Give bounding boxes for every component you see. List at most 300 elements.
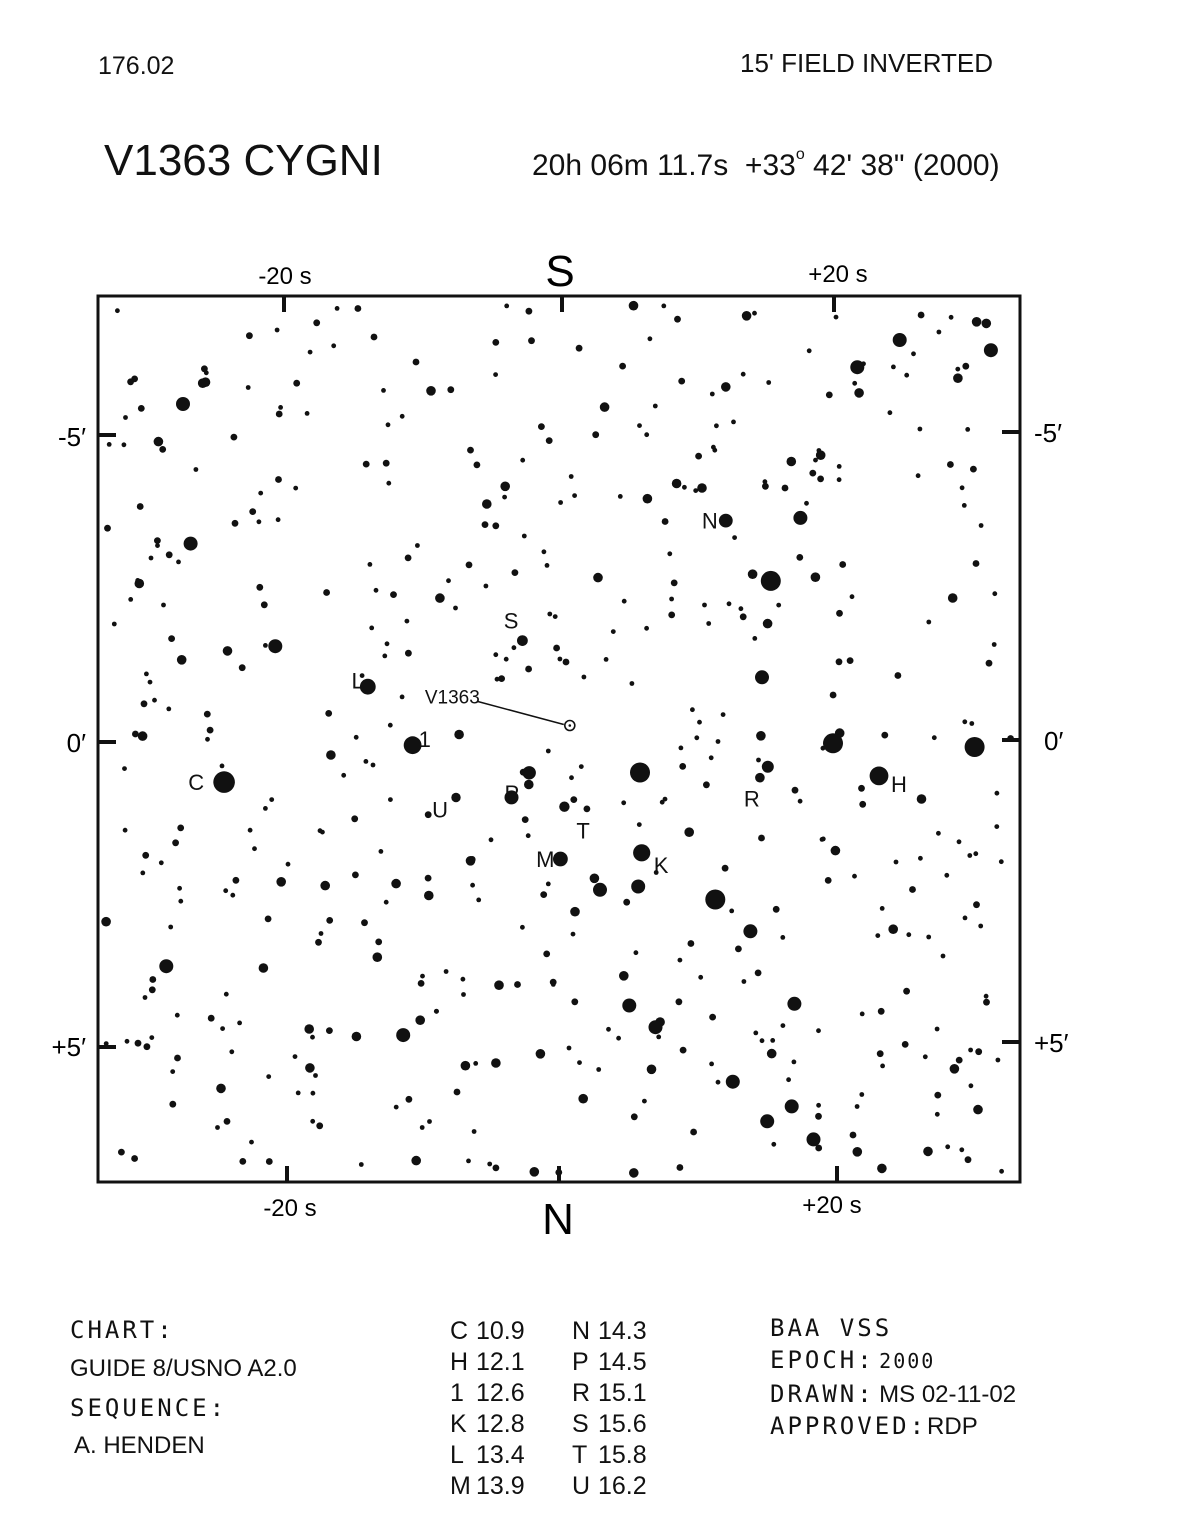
field-star (293, 486, 298, 491)
field-star (571, 932, 576, 937)
field-star (571, 998, 578, 1005)
field-star (520, 925, 525, 930)
comparison-label-S: S (503, 608, 519, 634)
field-star (107, 442, 112, 447)
field-star (304, 1024, 314, 1034)
field-star (785, 1099, 799, 1113)
field-star (619, 363, 626, 370)
field-star (286, 862, 291, 867)
field-star (558, 500, 563, 505)
field-star (878, 1008, 885, 1015)
field-star (623, 899, 630, 906)
field-star (582, 675, 587, 680)
sequence-row (572, 1347, 647, 1378)
field-star (394, 1105, 399, 1110)
field-star (697, 720, 702, 725)
direction-south: S (545, 247, 575, 296)
field-star (960, 485, 965, 490)
field-star (204, 711, 211, 718)
field-star (524, 780, 534, 790)
field-star (770, 1038, 775, 1043)
field-star (578, 1094, 588, 1104)
sequence-letter: R (572, 1379, 591, 1407)
field-star (820, 837, 825, 842)
field-star (631, 880, 645, 894)
field-star (880, 1064, 885, 1069)
field-star (767, 1049, 777, 1059)
chart-label: CHART: (70, 1316, 175, 1344)
field-star (978, 924, 983, 929)
field-star (364, 759, 369, 764)
sequence-letter: U (572, 1472, 591, 1500)
field-star (386, 422, 391, 427)
field-star (634, 950, 639, 955)
chart-frame (98, 296, 1020, 1182)
field-star (469, 856, 476, 863)
field-star (831, 846, 841, 856)
degree-symbol: o (795, 146, 805, 163)
field-star (969, 721, 974, 726)
field-star (553, 645, 560, 652)
field-star (325, 710, 332, 717)
field-star (276, 411, 283, 418)
field-star (630, 763, 650, 783)
field-star (231, 434, 238, 441)
sequence-letter: N (572, 1317, 591, 1345)
field-star (249, 1140, 254, 1145)
field-star (950, 1064, 960, 1074)
field-star (760, 1038, 765, 1043)
field-star (166, 551, 173, 558)
sequence-row (572, 1471, 647, 1502)
target-star-center (569, 724, 572, 727)
field-star (487, 1162, 492, 1167)
field-star (313, 1073, 318, 1078)
field-star (748, 569, 758, 579)
comparison-label-U: U (432, 797, 448, 823)
field-star (176, 560, 181, 565)
field-star (341, 773, 346, 778)
field-star (482, 521, 489, 528)
field-star (369, 626, 374, 631)
field-star (755, 670, 769, 684)
field-star (674, 316, 681, 323)
field-star (246, 385, 251, 390)
field-star (776, 603, 781, 608)
field-star (132, 731, 139, 738)
field-star (201, 365, 208, 372)
field-star (860, 1012, 865, 1017)
sequence-letter: 1 (450, 1379, 464, 1407)
field-star (837, 477, 842, 482)
field-star (811, 572, 821, 582)
field-star (239, 1158, 246, 1165)
comparison-label-T: T (576, 818, 590, 844)
field-star (216, 1084, 226, 1094)
field-star (205, 737, 210, 742)
field-star (850, 1132, 857, 1139)
field-star (792, 1060, 797, 1065)
field-star (975, 1048, 982, 1055)
field-star (104, 525, 111, 532)
field-star (472, 1129, 477, 1134)
sequence-row (450, 1471, 525, 1502)
field-star (969, 1083, 974, 1088)
field-star (368, 562, 373, 567)
field-star (688, 940, 695, 947)
field-stars (101, 301, 1014, 1178)
field-star (542, 549, 547, 554)
sequence-letter: S (572, 1410, 589, 1438)
sequence-row (572, 1440, 647, 1471)
field-star (906, 932, 911, 937)
field-star (411, 1156, 421, 1166)
comparison-label-C: C (188, 770, 205, 796)
field-star (266, 1074, 271, 1079)
field-star (855, 1104, 860, 1109)
left-tick-minus5: -5′ (58, 422, 86, 452)
field-star (742, 311, 752, 321)
field-star (815, 1113, 822, 1120)
right-tick-zero: 0′ (1044, 726, 1064, 756)
field-star (127, 378, 134, 385)
field-star (547, 612, 552, 617)
field-star (972, 317, 982, 327)
field-star (984, 994, 989, 999)
organization: BAA VSS (770, 1314, 893, 1342)
field-star (861, 361, 866, 366)
right-tick-minus5: -5′ (1034, 418, 1062, 448)
field-star (947, 461, 954, 468)
field-star (461, 1061, 471, 1071)
field-star (252, 846, 257, 851)
field-star (926, 935, 931, 940)
field-star (123, 828, 128, 833)
field-star (923, 1054, 928, 1059)
field-star (159, 959, 173, 973)
field-star (233, 877, 240, 884)
field-star (721, 382, 731, 392)
comparison-label-H: H (891, 771, 907, 797)
field-star (454, 730, 464, 740)
field-star (543, 951, 550, 958)
field-star (504, 304, 509, 309)
field-star (637, 423, 642, 428)
sequence-author: A. HENDEN (74, 1432, 205, 1459)
field-star (174, 1055, 181, 1062)
comparison-label-R: R (743, 786, 760, 812)
field-star (140, 871, 145, 876)
field-star (154, 437, 164, 447)
field-star (902, 1041, 909, 1048)
field-star (444, 969, 449, 974)
field-star (391, 879, 401, 889)
field-star (570, 796, 577, 803)
field-star (135, 578, 140, 583)
field-star (656, 1035, 661, 1040)
sequence-magnitude: 14.3 (598, 1317, 647, 1345)
field-star (371, 763, 376, 768)
field-star (555, 1169, 562, 1176)
field-star (576, 345, 583, 352)
field-star (859, 1092, 864, 1097)
field-star (710, 392, 715, 397)
field-star (269, 797, 274, 802)
field-star (709, 1014, 716, 1021)
field-star (470, 883, 475, 888)
field-star (592, 431, 599, 438)
field-star (315, 939, 322, 946)
field-star (148, 680, 153, 685)
field-star (424, 891, 434, 901)
field-star (853, 1147, 863, 1157)
field-star (847, 657, 854, 664)
field-star (660, 800, 665, 805)
field-star (558, 657, 563, 662)
field-star (308, 350, 313, 355)
field-star (755, 773, 765, 783)
field-star (706, 621, 711, 626)
field-star (526, 308, 533, 315)
field-star (323, 589, 330, 596)
field-star (546, 882, 551, 887)
field-star (249, 508, 256, 515)
field-star (293, 1054, 298, 1059)
field-star (263, 643, 268, 648)
field-star (276, 877, 286, 887)
field-star (359, 1162, 364, 1167)
field-star (493, 372, 498, 377)
field-star (854, 388, 864, 398)
field-star (384, 900, 389, 905)
field-star (259, 963, 269, 973)
field-star (128, 597, 133, 602)
field-star (223, 888, 228, 893)
field-star (379, 849, 384, 854)
field-star (142, 852, 149, 859)
field-star (973, 560, 980, 567)
field-star (229, 1049, 234, 1054)
field-star (782, 485, 789, 492)
field-star (278, 405, 283, 410)
field-star (702, 603, 707, 608)
field-star (676, 998, 683, 1005)
field-star (630, 681, 635, 686)
sequence-magnitude: 16.2 (598, 1472, 647, 1500)
field-star (622, 999, 636, 1013)
field-star (807, 348, 812, 353)
chart-number: 176.02 (98, 52, 175, 80)
field-star (310, 1035, 315, 1040)
field-star (425, 875, 432, 882)
field-star (178, 899, 183, 904)
field-star (836, 610, 843, 617)
field-star (763, 619, 773, 629)
field-star (122, 766, 127, 771)
field-star (413, 359, 420, 366)
field-star (476, 898, 481, 903)
field-star (125, 1039, 130, 1044)
field-star (492, 339, 499, 346)
field-star (649, 1020, 663, 1034)
field-star (514, 981, 521, 988)
field-star (563, 659, 570, 666)
field-star (859, 801, 866, 808)
field-star (305, 411, 310, 416)
field-star (263, 806, 268, 811)
field-star (296, 1091, 301, 1096)
field-star (170, 1069, 175, 1074)
field-star (996, 1058, 1001, 1063)
field-star (695, 453, 702, 460)
field-star (201, 377, 211, 387)
field-star (305, 1063, 315, 1073)
comparison-star-T (559, 802, 569, 812)
field-star (466, 562, 473, 569)
field-star (962, 503, 967, 508)
field-star (326, 917, 333, 924)
sequence-magnitude: 14.5 (598, 1348, 647, 1376)
field-star (466, 1159, 471, 1164)
field-star (979, 523, 984, 528)
comparison-label-N: N (701, 508, 718, 534)
field-star (965, 737, 985, 757)
sequence-column-1 (450, 1316, 525, 1502)
field-star (265, 916, 272, 923)
field-star (693, 488, 698, 493)
field-star (230, 893, 235, 898)
field-star (383, 460, 390, 467)
field-star (622, 599, 627, 604)
field-star (758, 835, 765, 842)
field-star (123, 415, 128, 420)
sequence-magnitude: 13.9 (476, 1472, 525, 1500)
field-star (382, 654, 387, 659)
field-star (313, 319, 320, 326)
field-star (215, 1125, 220, 1130)
field-star (986, 660, 993, 667)
field-star (644, 626, 649, 631)
field-star (425, 811, 432, 818)
field-star (891, 365, 896, 370)
field-star (137, 503, 144, 510)
field-star (944, 873, 949, 878)
field-star (118, 1149, 125, 1156)
field-star (709, 1062, 714, 1067)
field-star (405, 619, 410, 624)
declination-degrees: +33 (744, 149, 796, 182)
field-star (994, 824, 999, 829)
field-star (793, 511, 807, 525)
chart-source: GUIDE 8/USNO A2.0 (70, 1355, 297, 1382)
comparison-star-C (213, 771, 235, 793)
left-tick-zero: 0′ (66, 728, 86, 758)
field-star (454, 1089, 461, 1096)
field-star (877, 1164, 887, 1174)
target-pointer-line (478, 702, 564, 725)
field-star (149, 986, 156, 993)
field-star (716, 739, 721, 744)
field-star (804, 501, 809, 506)
epoch-label: EPOCH: (770, 1346, 875, 1374)
field-star (965, 1156, 972, 1163)
field-star (911, 351, 916, 356)
field-star (741, 372, 746, 377)
field-star (220, 1026, 225, 1031)
field-star (694, 735, 699, 740)
field-star (159, 860, 164, 865)
field-star (149, 556, 154, 561)
field-star (530, 1167, 540, 1177)
field-star (520, 458, 525, 463)
field-star (781, 1023, 786, 1028)
field-star (135, 1040, 142, 1047)
field-star (326, 750, 336, 760)
field-star (705, 890, 725, 910)
field-star (482, 499, 492, 509)
star-name-title: V1363 CYGNI (104, 136, 383, 185)
field-star (816, 1028, 821, 1033)
field-star (168, 925, 173, 930)
right-ascension: 20h 06m 11.7s (532, 149, 729, 182)
field-star (739, 606, 744, 611)
field-star (536, 1049, 546, 1059)
field-star (893, 333, 907, 347)
field-star (177, 886, 182, 891)
field-star (115, 308, 120, 313)
field-star (246, 332, 253, 339)
target-star-group (425, 688, 575, 731)
field-star (361, 919, 368, 926)
field-star (494, 980, 504, 990)
field-star (579, 764, 584, 769)
field-star (498, 675, 505, 682)
field-star (807, 1132, 821, 1146)
field-star (538, 423, 545, 430)
field-star (721, 712, 726, 717)
field-star (149, 1035, 154, 1040)
direction-north: N (542, 1195, 574, 1244)
drawn-label: DRAWN: (770, 1380, 875, 1408)
field-star (435, 593, 445, 603)
field-star (268, 639, 282, 653)
comparison-star-H (870, 767, 889, 786)
field-star (406, 1096, 413, 1103)
field-star (934, 1092, 941, 1099)
field-star (184, 537, 198, 551)
field-star (830, 692, 837, 699)
sequence-row (572, 1378, 647, 1409)
field-star (550, 979, 557, 986)
field-star (992, 591, 997, 596)
sequence-letter: M (450, 1472, 471, 1500)
field-star (839, 561, 846, 568)
field-star (400, 414, 405, 419)
field-star (257, 519, 262, 524)
field-star (375, 939, 382, 946)
field-star (888, 410, 893, 415)
field-star (166, 707, 171, 712)
field-star (698, 975, 703, 980)
field-star (208, 1015, 215, 1022)
sequence-row (572, 1316, 647, 1347)
field-star (434, 1009, 439, 1014)
field-star (949, 315, 954, 320)
field-star (948, 593, 958, 603)
field-star (176, 397, 190, 411)
sequence-letter: C (450, 1317, 469, 1345)
field-star (823, 733, 843, 753)
